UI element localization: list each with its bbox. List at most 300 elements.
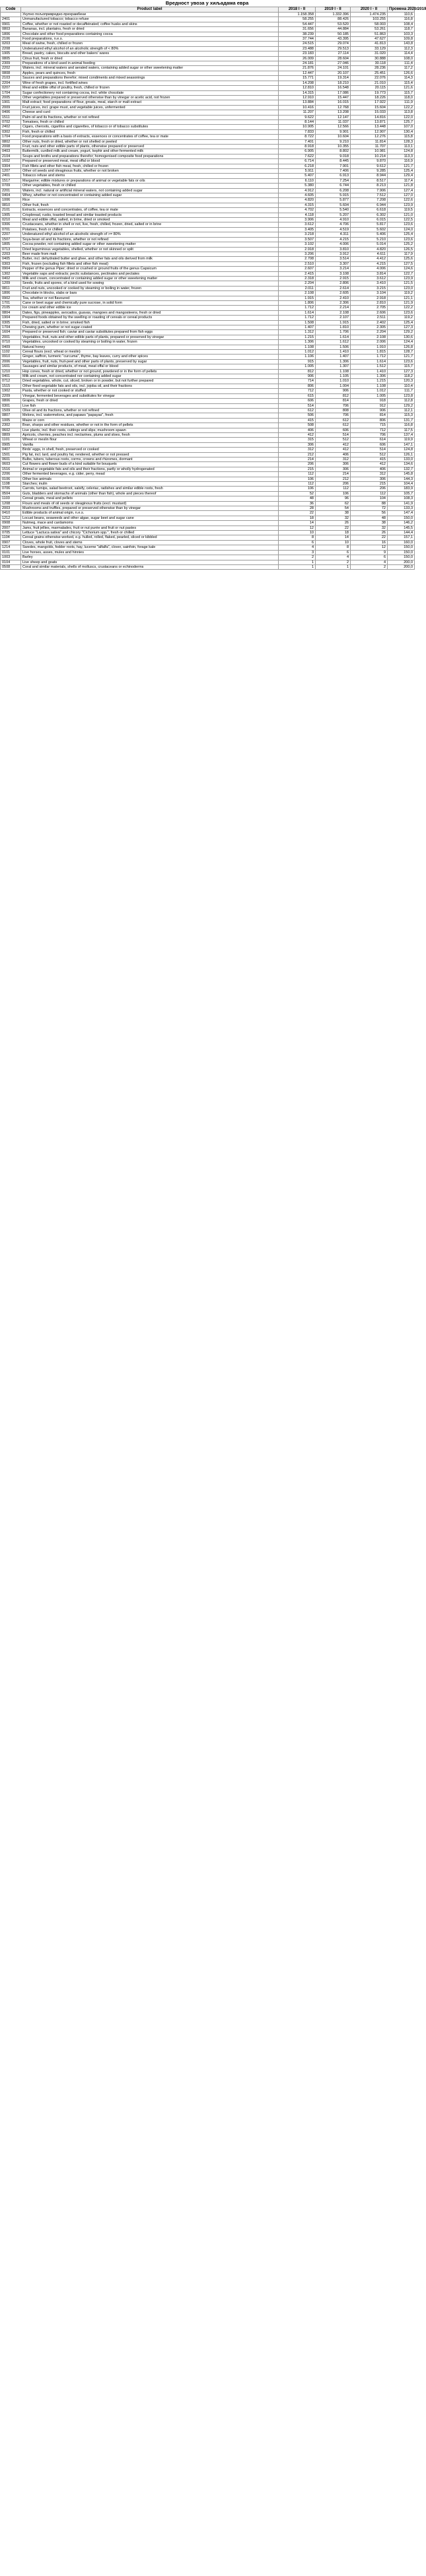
cell-change: 108,0 [388, 56, 415, 61]
cell-2018: 1.712 [279, 306, 316, 310]
cell-change: 200,0 [388, 564, 415, 569]
cell-2018: 508 [279, 423, 316, 428]
cell-change: 111,7 [388, 389, 415, 393]
cell-2018: 10.905 [279, 125, 316, 129]
cell-product: Укупно пољопривредно-прехрамбени [21, 13, 279, 17]
cell-change: 122,6 [388, 198, 415, 203]
cell-2019: 6.744 [316, 184, 351, 188]
cell-change: 121,8 [388, 184, 415, 188]
cell-2019: 306 [316, 462, 351, 467]
table-row [1, 550, 415, 555]
table-row [1, 511, 415, 516]
cell-product: Pepper of the genus Piper; dried or crushed or ground fruits of the genus Capsicum [21, 267, 279, 271]
cell-change: 125,4 [388, 169, 415, 174]
cell-change: 143,8 [388, 42, 415, 46]
header-2020: 2020 I - II [351, 7, 388, 13]
table-row [1, 516, 415, 520]
table-row [1, 296, 415, 300]
cell-change: 113,3 [388, 154, 415, 158]
cell-product: Natural honey [21, 345, 279, 349]
cell-2020: 17.922 [351, 100, 388, 105]
table-row [1, 261, 415, 266]
cell-code: 0907 [1, 540, 21, 545]
cell-code: 1102 [1, 350, 21, 355]
cell-product: Sausages and similar products, of meat, meat offal or blood [21, 364, 279, 369]
cell-2019: 44.884 [316, 27, 351, 32]
table-row [1, 340, 415, 345]
cell-change: 157,1 [388, 535, 415, 540]
cell-2019: 906 [316, 389, 351, 393]
cell-code: 0601 [1, 457, 21, 461]
cell-2019: 2 [316, 560, 351, 564]
header-product: Product label [21, 7, 279, 13]
cell-2018: 415 [279, 418, 316, 423]
cell-product: Starches; inulin [21, 482, 279, 487]
cell-change: 133,3 [388, 506, 415, 511]
cell-2018: 1.915 [279, 296, 316, 300]
cell-change: 122,2 [388, 105, 415, 110]
table-row [1, 227, 415, 232]
cell-2019: 7.254 [316, 178, 351, 183]
cell-2018: 206 [279, 462, 316, 467]
cell-2019: 27.046 [316, 61, 351, 66]
cell-change: 127,5 [388, 261, 415, 266]
cell-2019: 43.395 [316, 37, 351, 42]
cell-code: 0807 [1, 413, 21, 418]
cell-product: Unmanufactured tobacco; tobacco refuse [21, 17, 279, 22]
cell-change: 104,4 [388, 482, 415, 487]
cell-product: Ice cream and other edible ice [21, 306, 279, 310]
cell-product: Swedes, mangolds, fodder roots, hay, lucerne "alfalfa", clover, sainfoin, forage kale [21, 545, 279, 550]
cell-2020: 912 [351, 403, 388, 408]
cell-product: Carrots, turnips, salad beetroot, salsify, celeriac, radishes and similar edible roots, fresh [21, 487, 279, 491]
cell-2019: 18.210 [316, 81, 351, 85]
cell-code: 2209 [1, 393, 21, 398]
cell-code: 1507 [1, 237, 21, 242]
cell-2018: 412 [279, 432, 316, 437]
table-row [1, 448, 415, 452]
cell-change: 130,6 [388, 335, 415, 339]
cell-2020: 19.773 [351, 90, 388, 95]
table-row [1, 540, 415, 545]
cell-2018: 1.012 [279, 350, 316, 355]
cell-2018: 13.884 [279, 100, 316, 105]
cell-2019: 306 [316, 467, 351, 471]
cell-2018: 1.215 [279, 335, 316, 339]
cell-2019: 2.108 [316, 310, 351, 315]
cell-2020: 918 [351, 399, 388, 403]
cell-code: 0712 [1, 379, 21, 384]
cell-2020: 715 [351, 423, 388, 428]
table-row [1, 291, 415, 296]
cell-2018: 2 [279, 555, 316, 560]
cell-2020: 2.511 [351, 316, 388, 320]
cell-product: Bulbs, tubers, tuberous roots, corms, crowns and rhizomes, dormant [21, 457, 279, 461]
table-row [1, 564, 415, 569]
cell-product: Apricots, cherries, peaches incl. nectarines, plums and sloes, fresh [21, 432, 279, 437]
cell-change: 117,5 [388, 428, 415, 432]
table-row [1, 267, 415, 271]
cell-2020: 614 [351, 438, 388, 442]
table-row [1, 310, 415, 315]
cell-2020: 6.944 [351, 203, 388, 207]
cell-2018: 4.605 [279, 193, 316, 198]
cell-code: 0301 [1, 403, 21, 408]
cell-2018: 22 [279, 511, 316, 516]
cell-change: 121,0 [388, 213, 415, 217]
cell-code: 0306 [1, 222, 21, 227]
cell-code: 0804 [1, 310, 21, 315]
cell-2019: 2.614 [316, 286, 351, 290]
table-row [1, 335, 415, 339]
cell-code: 2005 [1, 95, 21, 100]
cell-2018: 36 [279, 501, 316, 506]
cell-product: Ginger, saffron, turmeric "curcuma", thyme, bay leaves, curry and other spices [21, 355, 279, 359]
cell-2019: 4.706 [316, 222, 351, 227]
cell-code: 1516 [1, 467, 21, 471]
cell-2019: 706 [316, 413, 351, 418]
cell-product: Cereal groats, meal and pellets [21, 496, 279, 501]
cell-2018: 1.407 [279, 325, 316, 330]
cell-code: 2302 [1, 423, 21, 428]
cell-change: 131,7 [388, 418, 415, 423]
cell-2019: 3.307 [316, 261, 351, 266]
table-row [1, 154, 415, 158]
cell-product: Tomatoes, fresh or chilled [21, 119, 279, 124]
table-row [1, 81, 415, 85]
cell-change: 115,8 [388, 135, 415, 139]
cell-2019: 812 [316, 393, 351, 398]
cell-code: 1517 [1, 178, 21, 183]
cell-2019: 1.410 [316, 350, 351, 355]
cell-product: Soya-bean oil and its fractions, whether or not refined [21, 237, 279, 242]
cell-2019: 5.915 [316, 193, 351, 198]
cell-2020: 33.129 [351, 46, 388, 51]
cell-code: 0810 [1, 203, 21, 207]
cell-2018: 315 [279, 438, 316, 442]
cell-2018: 1.005 [279, 364, 316, 369]
cell-product: Meat and edible offal, salted, in brine, dried or smoked [21, 218, 279, 222]
cell-2018: 26.009 [279, 56, 316, 61]
cell-product: Cheese and curd [21, 110, 279, 115]
cell-product: Cigars, cheroots, cigarillos and cigarettes, of tobacco or of tobacco substitutes [21, 125, 279, 129]
cell-2019: 1.706 [316, 330, 351, 335]
cell-change: 121,9 [388, 300, 415, 305]
cell-2019: 53.520 [316, 22, 351, 26]
cell-code: 0901 [1, 22, 21, 26]
cell-2018: 615 [279, 393, 316, 398]
spreadsheet [0, 0, 426, 570]
table-row [1, 428, 415, 432]
table-row [1, 389, 415, 393]
cell-2019: 16.015 [316, 100, 351, 105]
cell-code: 2008 [1, 144, 21, 149]
cell-change: 111,4 [388, 61, 415, 66]
cell-2020: 16 [351, 540, 388, 545]
cell-2020: 1.215 [351, 379, 388, 384]
cell-2020: 1.512 [351, 364, 388, 369]
cell-2020: 20.115 [351, 86, 388, 90]
cell-2019: 4.215 [316, 237, 351, 242]
cell-2018: 1.806 [279, 300, 316, 305]
cell-2020: 26 [351, 531, 388, 535]
cell-2018: 4 [279, 545, 316, 550]
cell-code: 2207 [1, 232, 21, 237]
cell-2018: 5.911 [279, 169, 316, 174]
cell-product: Pasta, whether or not cooked or stuffed [21, 389, 279, 393]
cell-2018: 915 [279, 359, 316, 364]
cell-2019: 312 [316, 457, 351, 461]
cell-change: 119,2 [388, 316, 415, 320]
cell-2019: 16.548 [316, 86, 351, 90]
cell-2018: 6.110 [279, 178, 316, 183]
cell-2020: 4 [351, 560, 388, 564]
cell-2020: 41.813 [351, 42, 388, 46]
cell-product: Apples, pears and quinces, fresh [21, 71, 279, 75]
table-row [1, 46, 415, 51]
cell-2020: 3.215 [351, 286, 388, 290]
cell-2018: 11.207 [279, 110, 316, 115]
cell-2018: 2.415 [279, 271, 316, 276]
table-row [1, 247, 415, 252]
cell-product: Wine of fresh grapes, incl. fortified wines [21, 81, 279, 85]
cell-2019: 38 [316, 511, 351, 516]
cell-2018: 8.144 [279, 119, 316, 124]
cell-product: Jams, fruit jellies, marmalades, fruit or nut purée and fruit or nut pastes [21, 525, 279, 530]
table-row [1, 56, 415, 61]
cell-2020: 8.517 [351, 178, 388, 183]
cell-code: 0104 [1, 560, 21, 564]
cell-change: 120,3 [388, 379, 415, 384]
cell-2020: 58.003 [351, 22, 388, 26]
cell-2019: 3.912 [316, 252, 351, 256]
table-row [1, 359, 415, 364]
cell-code: 1104 [1, 535, 21, 540]
cell-2019: 406 [316, 452, 351, 457]
cell-2020: 2.918 [351, 296, 388, 300]
cell-2018: 2.510 [279, 261, 316, 266]
cell-2018: 106 [279, 477, 316, 481]
cell-2020: 3.410 [351, 281, 388, 286]
table-row [1, 237, 415, 242]
cell-code: 0705 [1, 531, 21, 535]
table-row [1, 203, 415, 207]
cell-change: 121,6 [388, 86, 415, 90]
cell-change: 109,8 [388, 37, 415, 42]
cell-code: 0403 [1, 149, 21, 154]
cell-2019: 29.513 [316, 46, 351, 51]
cell-2019: 412 [316, 442, 351, 447]
cell-2020: 2.006 [351, 340, 388, 345]
cell-2018: 1.108 [279, 345, 316, 349]
cell-product: Potatoes, fresh or chilled [21, 227, 279, 232]
cell-2018: 12 [279, 525, 316, 530]
cell-code: 0603 [1, 462, 21, 467]
cell-2019: 22 [316, 525, 351, 530]
cell-change: 126,5 [388, 247, 415, 252]
cell-2018: 23.488 [279, 46, 316, 51]
table-row [1, 213, 415, 217]
cell-code: 0207 [1, 86, 21, 90]
cell-2019: 808 [316, 408, 351, 413]
cell-2018: 3.612 [279, 222, 316, 227]
cell-change: 121,7 [388, 355, 415, 359]
cell-2018: 4.702 [279, 208, 316, 213]
table-row [1, 408, 415, 413]
table-row [1, 467, 415, 471]
cell-product: Crustaceans, whether in shell or not, live, fresh, chilled, frozen, dried, salted or in brine [21, 222, 279, 227]
cell-2019: 3.810 [316, 247, 351, 252]
cell-2020: 512 [351, 452, 388, 457]
cell-2020: 1.306 [351, 374, 388, 379]
cell-product: Tobacco refuse and stems [21, 174, 279, 178]
cell-change: 123,6 [388, 359, 415, 364]
cell-2020: 8.944 [351, 174, 388, 178]
cell-2019: 514 [316, 432, 351, 437]
cell-2018: 612 [279, 408, 316, 413]
cell-change: 119,5 [388, 208, 415, 213]
cell-2020: 10.214 [351, 154, 388, 158]
cell-2018: 214 [279, 457, 316, 461]
table-row [1, 42, 415, 46]
cell-2020: 30.888 [351, 56, 388, 61]
table-row [1, 535, 415, 540]
cell-product: Seeds, fruits and spores, of a kind used for sowing [21, 281, 279, 286]
table-row [1, 139, 415, 144]
cell-code: 1902 [1, 389, 21, 393]
table-row [1, 452, 415, 457]
cell-2019: 26 [316, 521, 351, 525]
cell-change: 119,9 [388, 438, 415, 442]
cell-change: 145,8 [388, 472, 415, 477]
cell-code: 2202 [1, 66, 21, 71]
cell-change: 124,4 [388, 340, 415, 345]
cell-2019: 2.410 [316, 296, 351, 300]
cell-code: 2309 [1, 61, 21, 66]
cell-2019: 5.540 [316, 208, 351, 213]
cell-2018: 112 [279, 472, 316, 477]
table-row [1, 90, 415, 95]
header-change: Промена 2020/2019 [388, 7, 415, 13]
cell-2019: 6.208 [316, 188, 351, 193]
cell-2019: 7.406 [316, 169, 351, 174]
table-row [1, 252, 415, 256]
cell-2020: 2.204 [351, 330, 388, 335]
cell-2018: 15.771 [279, 76, 316, 81]
table-row [1, 184, 415, 188]
cell-2020: 2.810 [351, 300, 388, 305]
cell-2019: 4.006 [316, 242, 351, 247]
cell-product: Sugar confectionery not containing cocoa, incl. white chocolate [21, 90, 279, 95]
cell-code: 1805 [1, 242, 21, 247]
cell-2019: 12.147 [316, 115, 351, 119]
cell-2019: 706 [316, 403, 351, 408]
cell-change: 114,4 [388, 51, 415, 56]
cell-2020: 2 [351, 564, 388, 569]
cell-2019: 112 [316, 487, 351, 491]
cell-code: 1602 [1, 159, 21, 164]
cell-2020: 1.614 [351, 359, 388, 364]
cell-2019: 2.806 [316, 281, 351, 286]
cell-2018: 3.906 [279, 218, 316, 222]
cell-2020: 12.276 [351, 135, 388, 139]
cell-product: Prepared foods obtained by the swelling or roasting of cereals or cereal products [21, 316, 279, 320]
header-2018: 2018 I - II [279, 7, 316, 13]
cell-2018: 3.218 [279, 232, 316, 237]
cell-product: Fruit and nuts, uncooked or cooked by steaming or boiling in water, frozen [21, 286, 279, 290]
table-row [1, 149, 415, 154]
cell-2019: 814 [316, 399, 351, 403]
cell-change: 122,2 [388, 306, 415, 310]
cell-code: 1905 [1, 51, 21, 56]
cell-code: 0910 [1, 355, 21, 359]
table-row [1, 129, 415, 134]
cell-2020: 2.108 [351, 335, 388, 339]
cell-2018: 8 [279, 535, 316, 540]
cell-change: 134,6 [388, 462, 415, 467]
cell-code: 2106 [1, 37, 21, 42]
cell-2020: 47.627 [351, 37, 388, 42]
cell-code: 2401 [1, 17, 21, 22]
cell-2018: 54.447 [279, 22, 316, 26]
cell-product: Olive oil and its fractions, whether or not refined [21, 408, 279, 413]
cell-2019: 11.037 [316, 119, 351, 124]
cell-2020: 1.910 [351, 345, 388, 349]
cell-product: Pig fat, incl. lard, and poultry fat, rendered, whether or not pressed [21, 452, 279, 457]
cell-code: 2203 [1, 252, 21, 256]
cell-2020: 56 [351, 511, 388, 516]
cell-2018: 31.656 [279, 27, 316, 32]
cell-2018: 312 [279, 448, 316, 452]
cell-2019: 7.901 [316, 164, 351, 168]
cell-2019: 4.910 [316, 218, 351, 222]
cell-change: 123,9 [388, 203, 415, 207]
cell-2020: 6 [351, 555, 388, 560]
cell-code: 0305 [1, 320, 21, 325]
cell-change: 150,0 [388, 550, 415, 555]
cell-2019: 96 [316, 496, 351, 501]
cell-2020: 4.215 [351, 261, 388, 266]
cell-product: Vegetables, uncooked or cooked by steaming or boiling in water, frozen [21, 340, 279, 345]
cell-product: Fruit, nuts and other edible parts of plants, otherwise prepared or preserved [21, 144, 279, 149]
table-row [1, 61, 415, 66]
cell-2020: 38 [351, 521, 388, 525]
cell-change: 123,6 [388, 237, 415, 242]
cell-product: Animal or vegetable fats and oils and their fractions, partly or wholly hydrogenated [21, 467, 279, 471]
cell-2019: 10 [316, 540, 351, 545]
cell-product: Bran, sharps and other residues, whether or not in the form of pellets [21, 423, 279, 428]
cell-2018: 3 [279, 550, 316, 555]
cell-change: 160,0 [388, 540, 415, 545]
cell-change: 108,4 [388, 22, 415, 26]
cell-2019: 8.445 [316, 159, 351, 164]
cell-2019: 3.108 [316, 271, 351, 276]
table-row [1, 330, 415, 335]
table-row [1, 51, 415, 56]
cell-2020: 9.285 [351, 169, 388, 174]
cell-product: Other fermented beverages, e.g. cider, perry, mead [21, 472, 279, 477]
cell-change: 126,1 [388, 452, 415, 457]
cell-product: Fish fillets and other fish meat, fresh, chilled or frozen [21, 164, 279, 168]
cell-2019: 1.915 [316, 320, 351, 325]
cell-2018: 1 [279, 560, 316, 564]
cell-code: 1302 [1, 271, 21, 276]
cell-2019: 50.185 [316, 32, 351, 36]
cell-2019: 4.519 [316, 227, 351, 232]
cell-code: 0101 [1, 550, 21, 555]
cell-2020: 4.820 [351, 247, 388, 252]
cell-2020: 11.707 [351, 144, 388, 149]
